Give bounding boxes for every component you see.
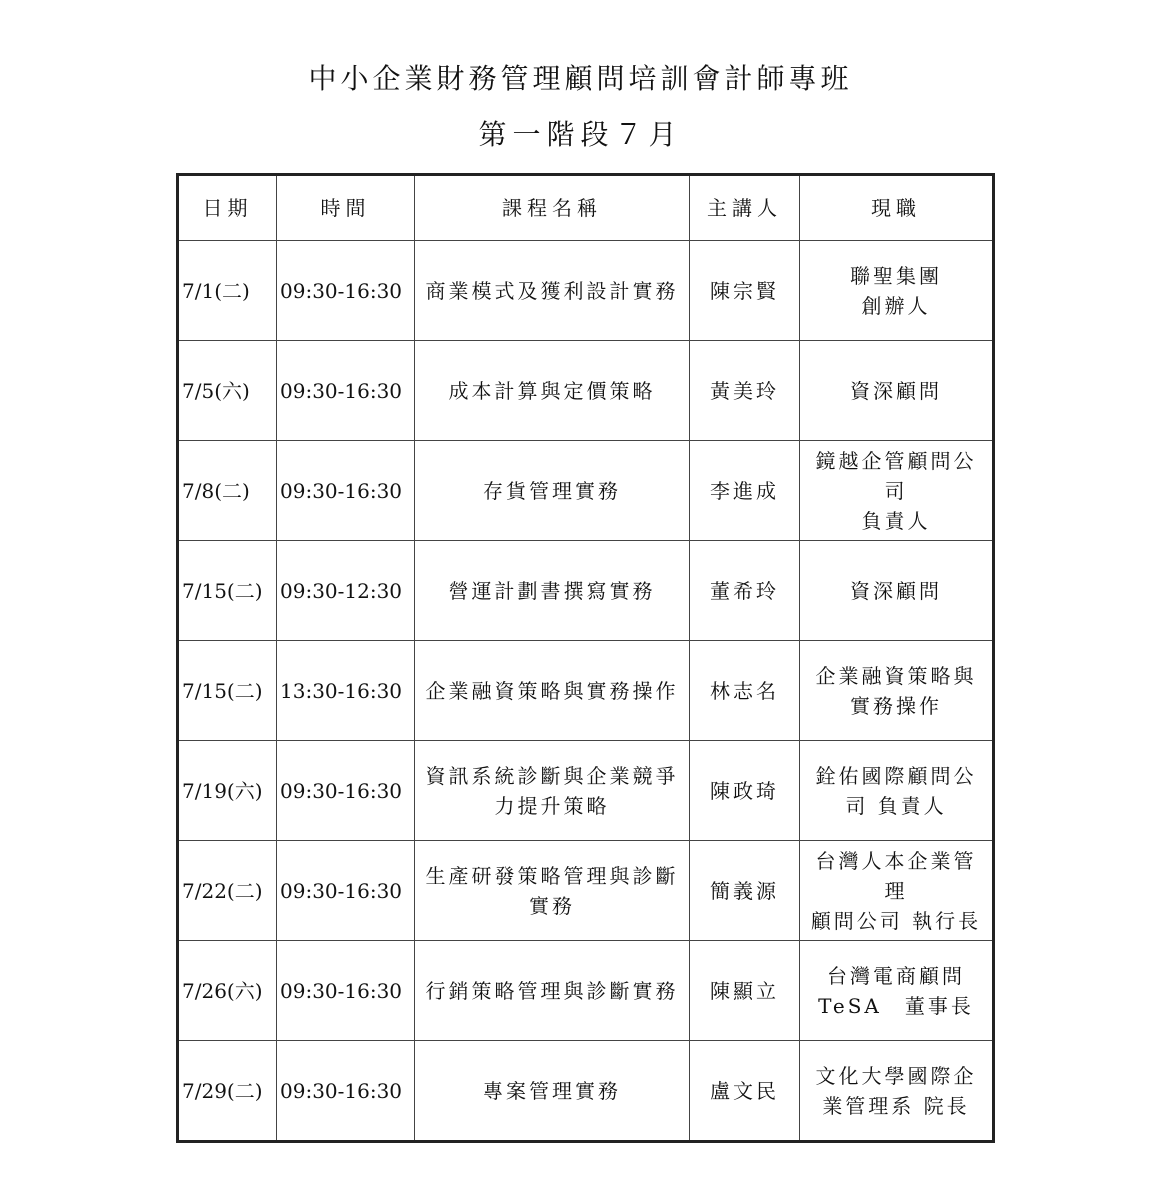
course-line: 行銷策略管理與診斷實務 (425, 978, 679, 1003)
cell-date: 7/1(二) (178, 241, 277, 341)
course-line: 存貨管理實務 (483, 478, 621, 503)
table-row (178, 641, 994, 741)
cell-date: 7/22(二) (178, 841, 277, 941)
cell-speaker: 簡義源 (690, 841, 800, 941)
position-line: 顧問公司 執行長 (810, 908, 982, 933)
cell-time: 09:30-16:30 (277, 341, 415, 441)
cell-position (800, 541, 994, 641)
cell-position (800, 841, 994, 941)
cell-position (800, 941, 994, 1041)
cell-course (415, 541, 690, 641)
table-row (178, 941, 994, 1041)
cell-date: 7/8(二) (178, 441, 277, 541)
cell-date: 7/15(二) (178, 641, 277, 741)
table-row (178, 241, 994, 341)
document-title: 中小企業財務管理顧問培訓會計師專班 (308, 62, 853, 95)
position-line: 資深顧問 (850, 578, 942, 603)
cell-speaker: 李進成 (690, 441, 800, 541)
cell-position (800, 741, 994, 841)
header-row (178, 175, 994, 241)
cell-position (800, 441, 994, 541)
course-line: 實務 (529, 893, 575, 918)
position-line: 企業融資策略與 (815, 663, 977, 688)
table-row (178, 1041, 994, 1142)
position-line: 台灣人本企業管 (815, 848, 977, 873)
cell-course (415, 1041, 690, 1142)
course-line: 營運計劃書撰寫實務 (448, 578, 656, 603)
cell-course (415, 241, 690, 341)
position-line: 鏡越企管顧問公 (815, 448, 977, 473)
table-row (178, 541, 994, 641)
cell-course (415, 941, 690, 1041)
cell-course (415, 841, 690, 941)
position-line: 負責人 (861, 508, 931, 533)
position-line: 創辦人 (861, 293, 931, 318)
table-body (178, 241, 994, 1142)
cell-speaker: 黃美玲 (690, 341, 800, 441)
position-line: 聯聖集團 (850, 263, 942, 288)
table-row (178, 741, 994, 841)
position-line: TeSA 董事長 (818, 993, 974, 1018)
table-row (178, 441, 994, 541)
schedule-table (176, 173, 995, 1143)
cell-course (415, 341, 690, 441)
header-time: 時間 (277, 175, 415, 241)
cell-date: 7/5(六) (178, 341, 277, 441)
cell-speaker: 林志名 (690, 641, 800, 741)
table-header (178, 175, 994, 241)
course-line: 商業模式及獲利設計實務 (425, 278, 679, 303)
cell-course (415, 441, 690, 541)
cell-date: 7/29(二) (178, 1041, 277, 1142)
cell-time: 09:30-16:30 (277, 241, 415, 341)
course-line: 生產研發策略管理與診斷 (425, 863, 679, 888)
cell-position (800, 241, 994, 341)
header-course: 課程名稱 (415, 175, 690, 241)
cell-position (800, 1041, 994, 1142)
cell-speaker: 陳政琦 (690, 741, 800, 841)
cell-time: 09:30-16:30 (277, 741, 415, 841)
cell-course (415, 741, 690, 841)
course-line: 資訊系統診斷與企業競爭 (425, 763, 679, 788)
cell-time: 09:30-12:30 (277, 541, 415, 641)
document-subtitle: 第一階段７月 (478, 118, 683, 151)
cell-time: 09:30-16:30 (277, 441, 415, 541)
cell-date: 7/26(六) (178, 941, 277, 1041)
cell-position (800, 341, 994, 441)
cell-date: 7/15(二) (178, 541, 277, 641)
cell-speaker: 盧文民 (690, 1041, 800, 1142)
course-line: 成本計算與定價策略 (448, 378, 656, 403)
table-row (178, 341, 994, 441)
position-line: 資深顧問 (850, 378, 942, 403)
position-line: 實務操作 (850, 693, 942, 718)
cell-speaker: 陳宗賢 (690, 241, 800, 341)
table-row (178, 841, 994, 941)
course-line: 力提升策略 (494, 793, 610, 818)
cell-course (415, 641, 690, 741)
course-line: 企業融資策略與實務操作 (425, 678, 679, 703)
cell-speaker: 陳顯立 (690, 941, 800, 1041)
cell-speaker: 董希玲 (690, 541, 800, 641)
header-date: 日期 (178, 175, 277, 241)
cell-position (800, 641, 994, 741)
cell-time: 09:30-16:30 (277, 841, 415, 941)
cell-time: 09:30-16:30 (277, 1041, 415, 1142)
header-position: 現職 (800, 175, 994, 241)
position-line: 文化大學國際企 (815, 1063, 977, 1088)
course-line: 專案管理實務 (483, 1078, 621, 1103)
cell-date: 7/19(六) (178, 741, 277, 841)
cell-time: 09:30-16:30 (277, 941, 415, 1041)
position-line: 業管理系 院長 (822, 1093, 970, 1118)
position-line: 司 (884, 478, 908, 503)
cell-time: 13:30-16:30 (277, 641, 415, 741)
position-line: 理 (884, 878, 908, 903)
position-line: 銓佑國際顧問公 (815, 763, 977, 788)
header-speaker: 主講人 (690, 175, 800, 241)
position-line: 司 負責人 (845, 793, 947, 818)
position-line: 台灣電商顧問 (827, 963, 965, 988)
